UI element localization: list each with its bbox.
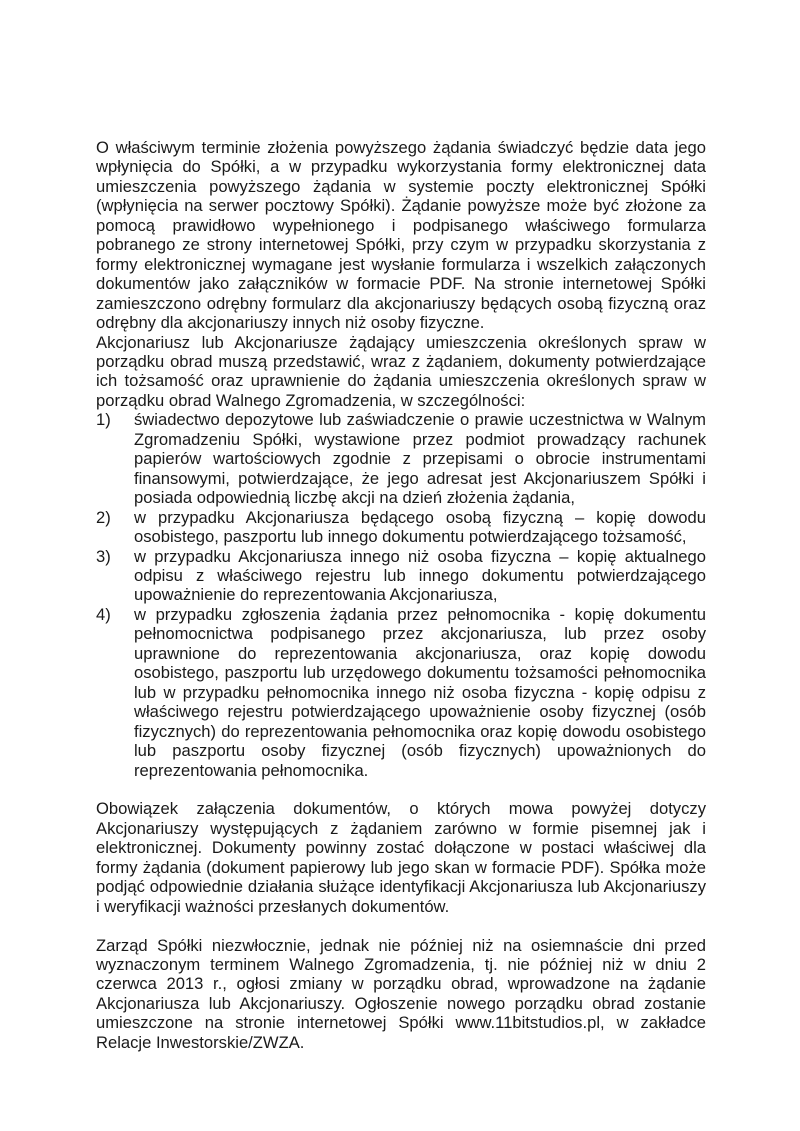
list-item	[96, 605, 706, 780]
list-item-number: 4)	[96, 604, 111, 624]
document-page	[96, 138, 706, 1052]
paragraph-submission-date: O właściwym terminie złożenia powyższego żądania świadczyć będzie data jego wpłynięcia do Spółki, a w przypadku wykorzystania formy elektronicznej data umieszczenia powyższego żądania w systemie poczty elektronicznej Spółki (wpłynięcia na serwer pocztowy Spółki). Żądanie powyższe może być złożone za pomocą prawidłowo wypełnionego i podpisanego właściwego formularza pobranego ze strony internetowej Spółki, przy czym w przypadku skorzystania z formy elektronicznej wymagane jest wysłanie formularza i wszelkich załączonych dokumentów jako załączników w formacie PDF. Na stronie internetowej Spółki zamieszczono odrębny formularz dla akcjonariuszy będących osobą fizyczną oraz odrębny dla akcjonariuszy innych niż osoby fizyczne.	[96, 138, 706, 333]
list-item-text: świadectwo depozytowe lub zaświadczenie o prawie uczestnictwa w Walnym Zgromadzeniu Spółki, wystawione przez podmiot prowadzący rachunek papierów wartościowych zgodnie z przepisami o obrocie instrumentami finansowymi, potwierdzające, że jego adresat jest Akcjonariuszem Spółki i posiada odpowiednią liczbę akcji na dzień złożenia żądania,	[134, 410, 706, 508]
spacer	[96, 780, 706, 799]
list-item-text: w przypadku Akcjonariusza innego niż osoba fizyczna – kopię aktualnego odpisu z właściwego rejestru lub innego dokumentu potwierdzającego upoważnienie do reprezentowania Akcjonariusza,	[134, 546, 706, 605]
list-item-text: w przypadku zgłoszenia żądania przez pełnomocnika - kopię dokumentu pełnomocnictwa podpisanego przez akcjonariusza, lub przez osoby uprawnione do reprezentowania akcjonariusza, oraz kopię dowodu osobistego, paszportu lub urzędowego dokumentu tożsamości pełnomocnika lub w przypadku pełnomocnika innego niż osoba fizyczna - kopię odpisu z właściwego rejestru potwierdzającego upoważnienie osoby fizycznej (osób fizycznych) do reprezentowania pełnomocnika oraz kopię dowodu osobistego lub paszportu osoby fizycznej (osób fizycznych) upoważnionych do reprezentowania pełnomocnika.	[134, 604, 706, 780]
paragraph-agenda-announcement: Zarząd Spółki niezwłocznie, jednak nie później niż na osiemnaście dni przed wyznaczonym terminem Walnego Zgromadzenia, tj. nie później niż w dniu 2 czerwca 2013 r., ogłosi zmiany w porządku obrad, wprowadzone na żądanie Akcjonariusza lub Akcjonariuszy. Ogłoszenie nowego porządku obrad zostanie umieszczone na stronie internetowej Spółki www.11bitstudios.pl, w zakładce Relacje Inwestorskie/ZWZA.	[96, 935, 706, 1052]
list-item-number: 2)	[96, 507, 111, 527]
spacer	[96, 916, 706, 935]
required-documents-list	[96, 410, 706, 780]
list-item	[96, 410, 706, 507]
list-item-number: 1)	[96, 410, 111, 430]
paragraph-attachment-obligation: Obowiązek załączenia dokumentów, o których mowa powyżej dotyczy Akcjonariuszy występujących z żądaniem zarówno w formie pisemnej jak i elektronicznej. Dokumenty powinny zostać dołączone w postaci właściwej dla formy żądania (dokument papierowy lub jego skan w formacie PDF). Spółka może podjąć odpowiednie działania służące identyfikacji Akcjonariusza lub Akcjonariuszy i weryfikacji ważności przesłanych dokumentów.	[96, 799, 706, 916]
list-item	[96, 508, 706, 547]
list-item-number: 3)	[96, 546, 111, 566]
paragraph-required-documents: Akcjonariusz lub Akcjonariusze żądający umieszczenia określonych spraw w porządku obrad muszą przedstawić, wraz z żądaniem, dokumenty potwierdzające ich tożsamość oraz uprawnienie do żądania umieszczenia określonych spraw w porządku obrad Walnego Zgromadzenia, w szczególności:	[96, 332, 706, 410]
list-item	[96, 547, 706, 605]
list-item-text: w przypadku Akcjonariusza będącego osobą fizyczną – kopię dowodu osobistego, paszportu lub innego dokumentu potwierdzającego tożsamość,	[134, 507, 706, 547]
